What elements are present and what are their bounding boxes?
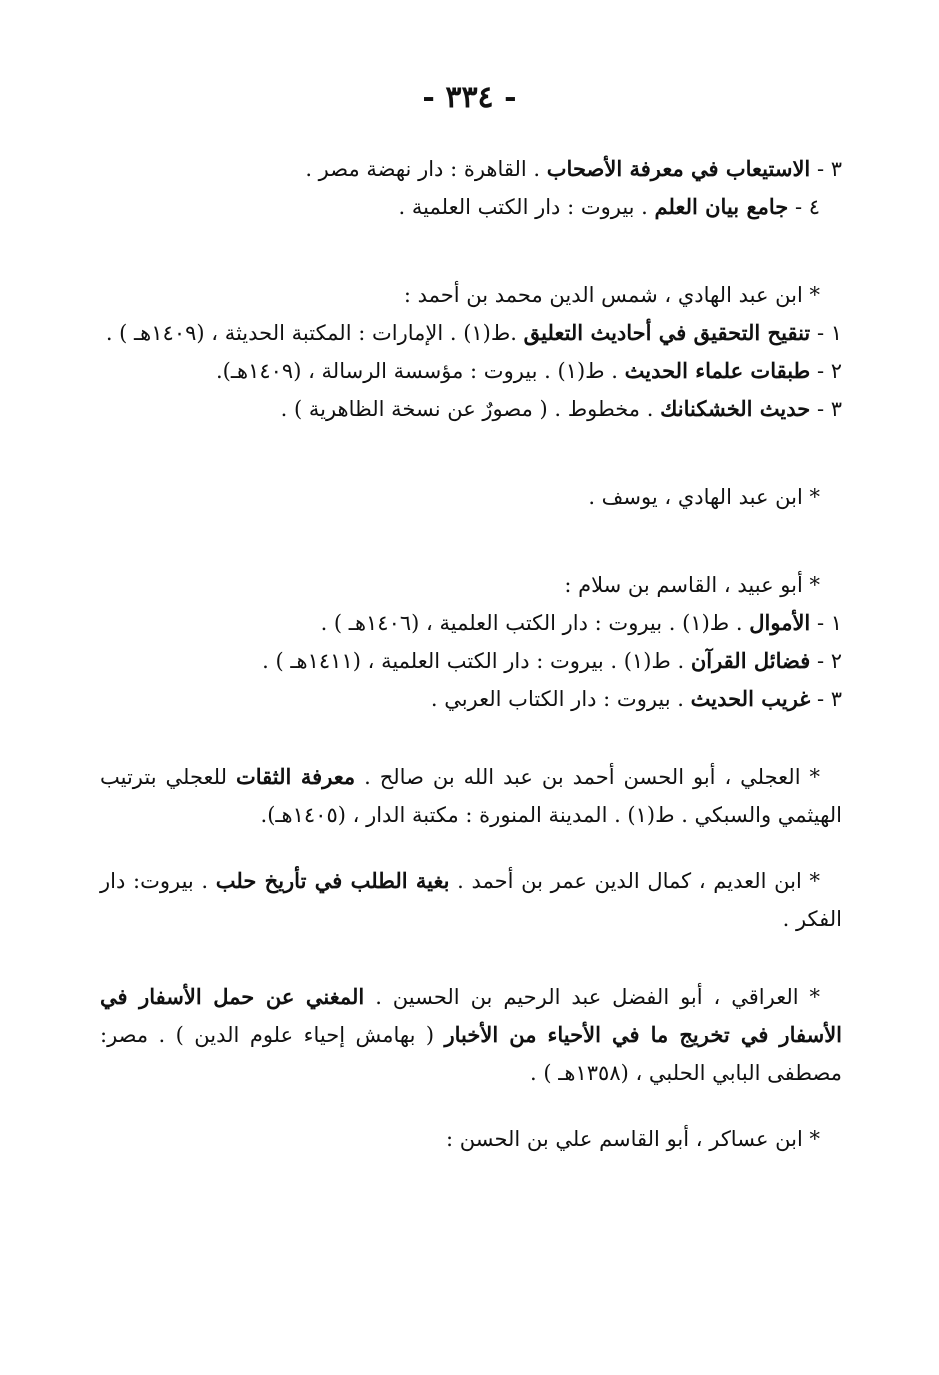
- book-entry: ٤ - جامع بيان العلم . بيروت : دار الكتب العلمية .: [398, 194, 820, 219]
- page-number: - ٣٣٤ -: [422, 80, 517, 115]
- book-entry: ١ - الأموال . ط(١) . بيروت : دار الكتب العلمية ، (١٤٠٦هـ ) .: [320, 610, 842, 635]
- book-entry: * العراقي ، أبو الفضل عبد الرحيم بن الحسين . المغني عن حمل الأسفار في الأسفار في تخريج ما في الأحياء من الأخبار ( بهامش إحياء علوم الدين ) . مصر: مصطفى البابي الحلبي ، (١٣٥٨هـ ) .: [100, 984, 843, 1085]
- book-entry: ٣ - حديث الخشكنانك . مخطوط . ( مصورٌ عن نسخة الظاهرية ) .: [280, 396, 842, 421]
- book-title: غريب الحديث: [690, 686, 811, 711]
- author-heading: * ابن عبد الهادي ، شمس الدين محمد بن أحمد :: [403, 283, 820, 307]
- book-title: بغية الطلب في تأريخ حلب: [215, 868, 450, 893]
- bibliography-list: [100, 150, 842, 1158]
- book-title: حديث الخشكنانك: [660, 396, 811, 421]
- book-title: تنقيح التحقيق في أحاديث التعليق: [523, 320, 811, 345]
- book-entry: * العجلي ، أبو الحسن أحمد بن عبد الله بن صالح . معرفة الثقات للعجلي بترتيب الهيثمي والسبكي . ط(١) . المدينة المنورة : مكتبة الدار ، (١٤٠٥هـ).: [100, 764, 842, 827]
- book-entry: ٢ - فضائل القرآن . ط(١) . بيروت : دار الكتب العلمية ، (١٤١١هـ ) .: [262, 648, 842, 673]
- book-entry: ٣ - غريب الحديث . بيروت : دار الكتاب العربي .: [430, 686, 842, 711]
- author-heading: * أبو عبيد ، القاسم بن سلام :: [564, 573, 820, 597]
- book-title: المغني عن حمل الأسفار في الأسفار في تخريج ما في الأحياء من الأخبار: [100, 984, 843, 1047]
- book-entry: ١ - تنقيح التحقيق في أحاديث التعليق .ط(١) . الإمارات : المكتبة الحديثة ، (١٤٠٩هـ ) .: [105, 320, 842, 345]
- author-heading: * ابن عساكر ، أبو القاسم علي بن الحسن :: [445, 1127, 820, 1151]
- book-title: الأموال: [749, 610, 811, 635]
- book-title: معرفة الثقات: [235, 764, 356, 789]
- book-title: فضائل القرآن: [690, 648, 811, 673]
- author-heading: * ابن عبد الهادي ، يوسف .: [588, 485, 820, 509]
- book-title: الاستيعاب في معرفة الأصحاب: [546, 156, 811, 181]
- book-title: جامع بيان العلم: [654, 194, 789, 219]
- book-title: طبقات علماء الحديث: [624, 358, 811, 383]
- book-entry: * ابن العديم ، كمال الدين عمر بن أحمد . بغية الطلب في تأريخ حلب . بيروت: دار الفكر .: [100, 868, 842, 931]
- book-entry: ٣ - الاستيعاب في معرفة الأصحاب . القاهرة : دار نهضة مصر .: [305, 156, 842, 181]
- book-entry: ٢ - طبقات علماء الحديث . ط(١) . بيروت : مؤسسة الرسالة ، (١٤٠٩هـ).: [215, 358, 842, 383]
